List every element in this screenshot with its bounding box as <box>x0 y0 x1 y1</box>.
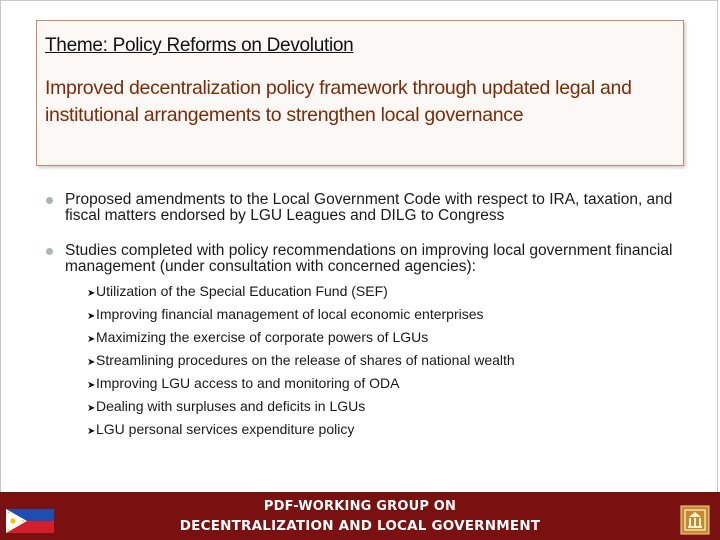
bullet-item <box>44 192 684 224</box>
arrow-bullet-icon: ➤ <box>87 311 96 322</box>
footer-line-1: PDF-WORKING GROUP ON <box>263 499 457 514</box>
sub-bullet-item <box>87 350 684 373</box>
sub-bullet-text: Streamlining procedures on the release of shares of national wealth <box>96 352 515 368</box>
sub-bullet-item <box>87 373 684 396</box>
sub-bullet-list <box>65 281 684 442</box>
sub-bullet-item <box>87 281 684 304</box>
footer-bar <box>0 492 720 540</box>
arrow-bullet-icon: ➤ <box>87 288 96 299</box>
bullet-text: Studies completed with policy recommendations on improving local government financial management (under consultation with concerned agencies): <box>65 242 673 275</box>
sub-bullet-text: Improving financial management of local economic enterprises <box>96 306 484 322</box>
seal-logo-icon <box>680 505 710 535</box>
sub-bullet-text: LGU personal services expenditure policy <box>96 421 355 437</box>
sub-bullet-text: Dealing with surpluses and deficits in LGUs <box>96 398 366 414</box>
circle-bullet-icon <box>46 197 53 204</box>
arrow-bullet-icon: ➤ <box>87 426 96 437</box>
bullet-item <box>44 243 684 442</box>
arrow-bullet-icon: ➤ <box>87 380 96 391</box>
theme-box <box>36 20 684 166</box>
theme-description: Improved decentralization policy framework through updated legal and institutional arrangements to strengthen local governance <box>45 77 632 126</box>
arrow-bullet-icon: ➤ <box>87 403 96 414</box>
sub-bullet-item <box>87 327 684 350</box>
sub-bullet-text: Maximizing the exercise of corporate powers of LGUs <box>96 329 429 345</box>
bullet-list <box>44 192 684 442</box>
sub-bullet-item <box>87 304 684 327</box>
theme-title: Theme: Policy Reforms on Devolution <box>45 35 354 56</box>
sub-bullet-item <box>87 419 684 442</box>
sub-bullet-text: Utilization of the Special Education Fund (SEF) <box>96 283 388 299</box>
footer-line-2: DECENTRALIZATION AND LOCAL GOVERNMENT <box>179 518 541 534</box>
sub-bullet-item <box>87 396 684 419</box>
bullet-text: Proposed amendments to the Local Government Code with respect to IRA, taxation, and fiscal matters endorsed by LGU Leagues and DILG to Congress <box>65 191 673 224</box>
arrow-bullet-icon: ➤ <box>87 334 96 345</box>
sub-bullet-text: Improving LGU access to and monitoring of ODA <box>96 375 400 391</box>
arrow-bullet-icon: ➤ <box>87 357 96 368</box>
circle-bullet-icon <box>46 248 53 255</box>
philippine-flag-icon <box>6 509 54 533</box>
